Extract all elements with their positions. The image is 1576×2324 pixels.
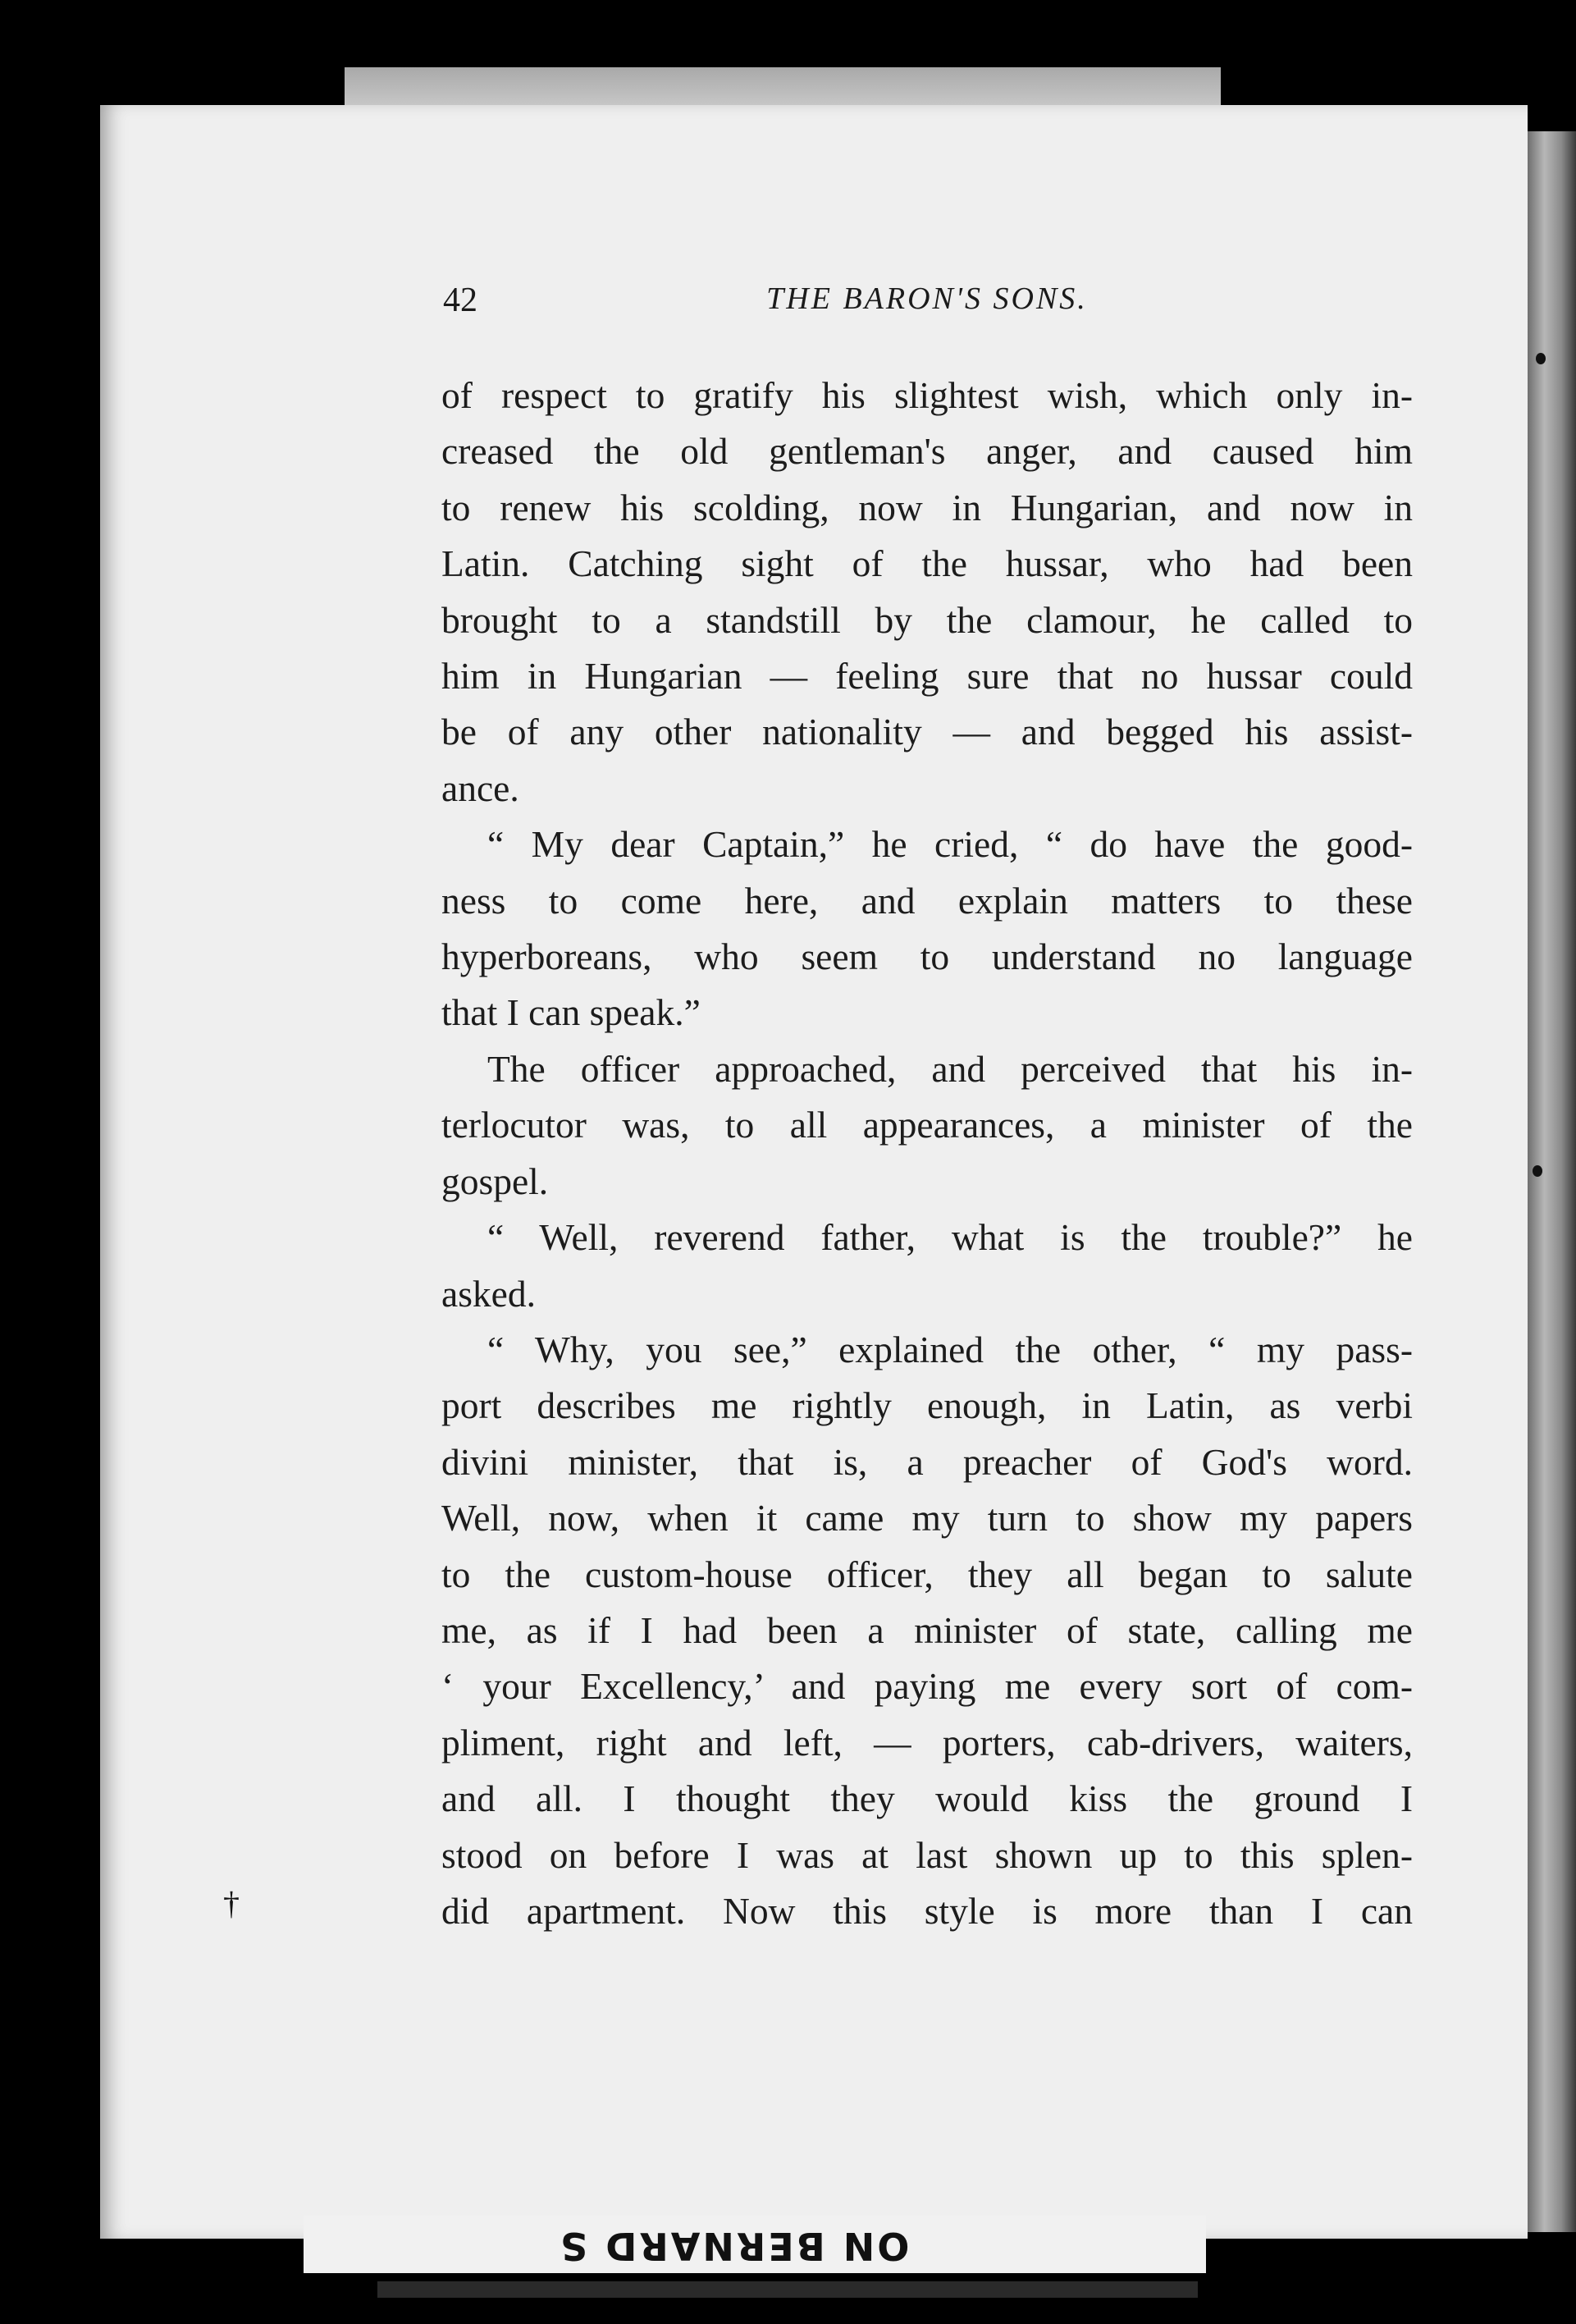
body-text (441, 368, 1413, 1939)
text-line: be of any other nationality — and begged his assist- (441, 711, 1413, 753)
text-line: creased the old gentleman's anger, and caused him (441, 430, 1413, 473)
text-line: The officer approached, and perceived that his in- (487, 1047, 1413, 1090)
running-title: THE BARON'S SONS. (766, 281, 1088, 316)
right-page-edge (1528, 131, 1576, 2232)
margin-mark: † (223, 1885, 240, 1922)
paragraph-4 (441, 1210, 1413, 1322)
text-line: and all. I thought they would kiss the ground I (441, 1777, 1413, 1820)
text-line: divini minister, that is, a preacher of God's word. (441, 1440, 1413, 1483)
text-line: “ My dear Captain,” he cried, “ do have the good- (487, 823, 1413, 866)
text-line: hyperboreans, who seem to understand no language (441, 936, 1413, 978)
paragraph-1 (441, 368, 1413, 817)
edge-mark (1533, 1165, 1542, 1177)
text-line: brought to a standstill by the clamour, he called to (441, 598, 1413, 641)
text-line: ance. (441, 766, 519, 809)
paragraph-3 (441, 1041, 1413, 1210)
text-line: Well, now, when it came my turn to show my papers (441, 1497, 1413, 1539)
paragraph-2 (441, 817, 1413, 1041)
text-line: me, as if I had been a minister of state, calling me (441, 1608, 1413, 1651)
text-line: ‘ your Excellency,’ and paying me every sort of com- (441, 1665, 1413, 1708)
text-line: ness to come here, and explain matters to these (441, 879, 1413, 922)
text-line: terlocutor was, to all appearances, a minister of the (441, 1104, 1413, 1146)
text-line: Latin. Catching sight of the hussar, who had been (441, 542, 1413, 585)
running-head (443, 281, 1411, 330)
text-line: port describes me rightly enough, in Latin, as verbi (441, 1384, 1413, 1427)
page-number: 42 (443, 281, 477, 319)
text-line: “ Well, reverend father, what is the trouble?” he (487, 1216, 1413, 1259)
text-line: to the custom-house officer, they all began to salute (441, 1553, 1413, 1595)
text-line: gospel. (441, 1160, 549, 1202)
text-line: asked. (441, 1272, 536, 1315)
paragraph-5 (441, 1322, 1413, 1939)
bottom-shadow (377, 2281, 1198, 2298)
text-line: did apartment. Now this style is more than I can (441, 1889, 1413, 1932)
text-line: to renew his scolding, now in Hungarian, and now in (441, 486, 1413, 528)
text-line: that I can speak.” (441, 991, 701, 1034)
bleed-through-text: ON BERNARD S (558, 2224, 910, 2268)
edge-mark (1536, 353, 1546, 364)
text-line: him in Hungarian — feeling sure that no hussar could (441, 655, 1413, 698)
text-line: pliment, right and left, — porters, cab-drivers, waiters, (441, 1721, 1413, 1764)
text-line: stood on before I was at last shown up to this splen- (441, 1833, 1413, 1876)
text-line: “ Why, you see,” explained the other, “ my pass- (487, 1328, 1413, 1370)
text-line: of respect to gratify his slightest wish, which only in- (441, 374, 1413, 416)
